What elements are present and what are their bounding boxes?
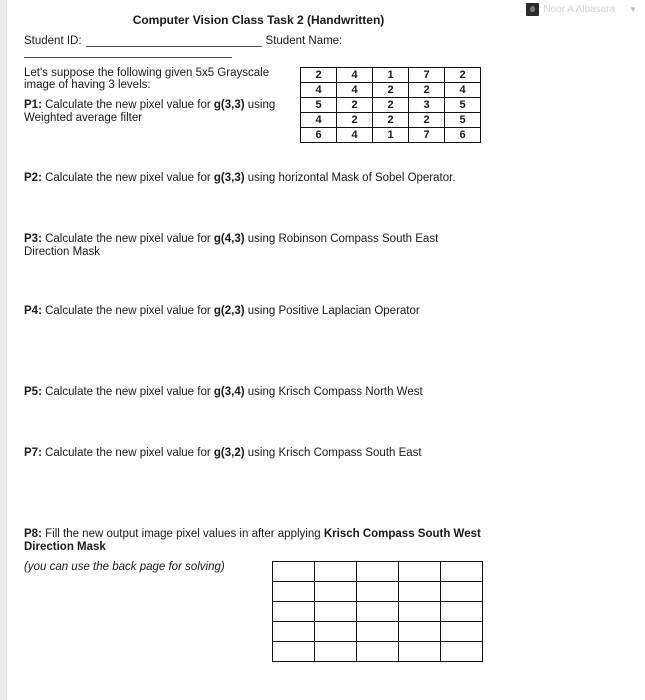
output-cell <box>441 562 483 582</box>
back-page-note: (you can use the back page for solving) <box>24 561 225 573</box>
output-cell <box>315 562 357 582</box>
student-id-label: Student ID: <box>24 35 82 47</box>
grid-cell: 4 <box>337 83 373 98</box>
grid-cell: 1 <box>373 68 409 83</box>
grid-cell: 4 <box>445 83 481 98</box>
output-cell <box>315 582 357 602</box>
output-cell <box>273 642 315 662</box>
output-cell <box>273 562 315 582</box>
caret-down-icon[interactable]: ▼ <box>629 4 637 14</box>
grid-cell: 2 <box>373 83 409 98</box>
grid-cell: 7 <box>409 68 445 83</box>
question-p1: P1: Calculate the new pixel value for g(3,3) using Weighted average filter <box>24 99 276 124</box>
output-cell <box>357 582 399 602</box>
user-name: Noor A Albasara <box>543 3 616 15</box>
grid-cell: 2 <box>373 113 409 128</box>
grid-cell: 4 <box>337 68 373 83</box>
output-cell <box>357 562 399 582</box>
question-p4: P4: Calculate the new pixel value for g(2,3) using Positive Laplacian Operator <box>24 305 420 317</box>
document-title: Computer Vision Class Task 2 (Handwritten) <box>132 13 385 27</box>
grid-cell: 7 <box>409 128 445 143</box>
grid-cell: 6 <box>445 128 481 143</box>
student-info-row <box>24 35 342 47</box>
output-cell <box>273 582 315 602</box>
output-cell <box>315 622 357 642</box>
student-name-label: Student Name: <box>265 35 343 47</box>
output-cell <box>441 642 483 662</box>
output-cell <box>273 622 315 642</box>
grid-cell: 6 <box>301 128 337 143</box>
question-p8: P8: Fill the new output image pixel values in after applying Krisch Compass South West Direction Mask <box>24 528 481 553</box>
viewer-left-edge <box>0 0 7 700</box>
grid-cell: 2 <box>301 68 337 83</box>
question-p3: P3: Calculate the new pixel value for g(4,3) using Robinson Compass South East Direction Mask <box>24 233 439 258</box>
grid-cell: 5 <box>445 113 481 128</box>
output-cell <box>399 602 441 622</box>
output-cell <box>315 602 357 622</box>
output-cell <box>441 602 483 622</box>
output-cell <box>399 622 441 642</box>
grid-cell: 2 <box>409 83 445 98</box>
question-p5: P5: Calculate the new pixel value for g(3,4) using Krisch Compass North West <box>24 386 423 398</box>
grid-cell: 2 <box>337 113 373 128</box>
question-p2: P2: Calculate the new pixel value for g(3,3) using horizontal Mask of Sobel Operator. <box>24 172 456 184</box>
grid-cell: 1 <box>373 128 409 143</box>
output-image-grid <box>272 561 483 662</box>
grid-cell: 2 <box>445 68 481 83</box>
grid-cell: 4 <box>337 128 373 143</box>
grid-cell: 3 <box>409 98 445 113</box>
output-cell <box>441 622 483 642</box>
output-cell <box>399 642 441 662</box>
grid-cell: 5 <box>301 98 337 113</box>
output-cell <box>357 642 399 662</box>
output-cell <box>441 582 483 602</box>
input-image-grid <box>300 67 481 143</box>
student-name-blank <box>24 57 232 58</box>
output-cell <box>273 602 315 622</box>
output-cell <box>399 582 441 602</box>
student-id-blank <box>86 35 262 47</box>
output-cell <box>399 562 441 582</box>
user-menu[interactable] <box>526 2 637 16</box>
grid-cell: 2 <box>373 98 409 113</box>
user-avatar-icon <box>526 3 539 16</box>
grid-cell: 2 <box>337 98 373 113</box>
grid-cell: 4 <box>301 83 337 98</box>
grid-cell: 5 <box>445 98 481 113</box>
output-cell <box>357 622 399 642</box>
question-p7: P7: Calculate the new pixel value for g(3,2) using Krisch Compass South East <box>24 447 422 459</box>
intro-text: Let's suppose the following given 5x5 Grayscale image of having 3 levels: <box>24 67 270 91</box>
output-cell <box>315 642 357 662</box>
output-cell <box>357 602 399 622</box>
grid-cell: 2 <box>409 113 445 128</box>
grid-cell: 4 <box>301 113 337 128</box>
